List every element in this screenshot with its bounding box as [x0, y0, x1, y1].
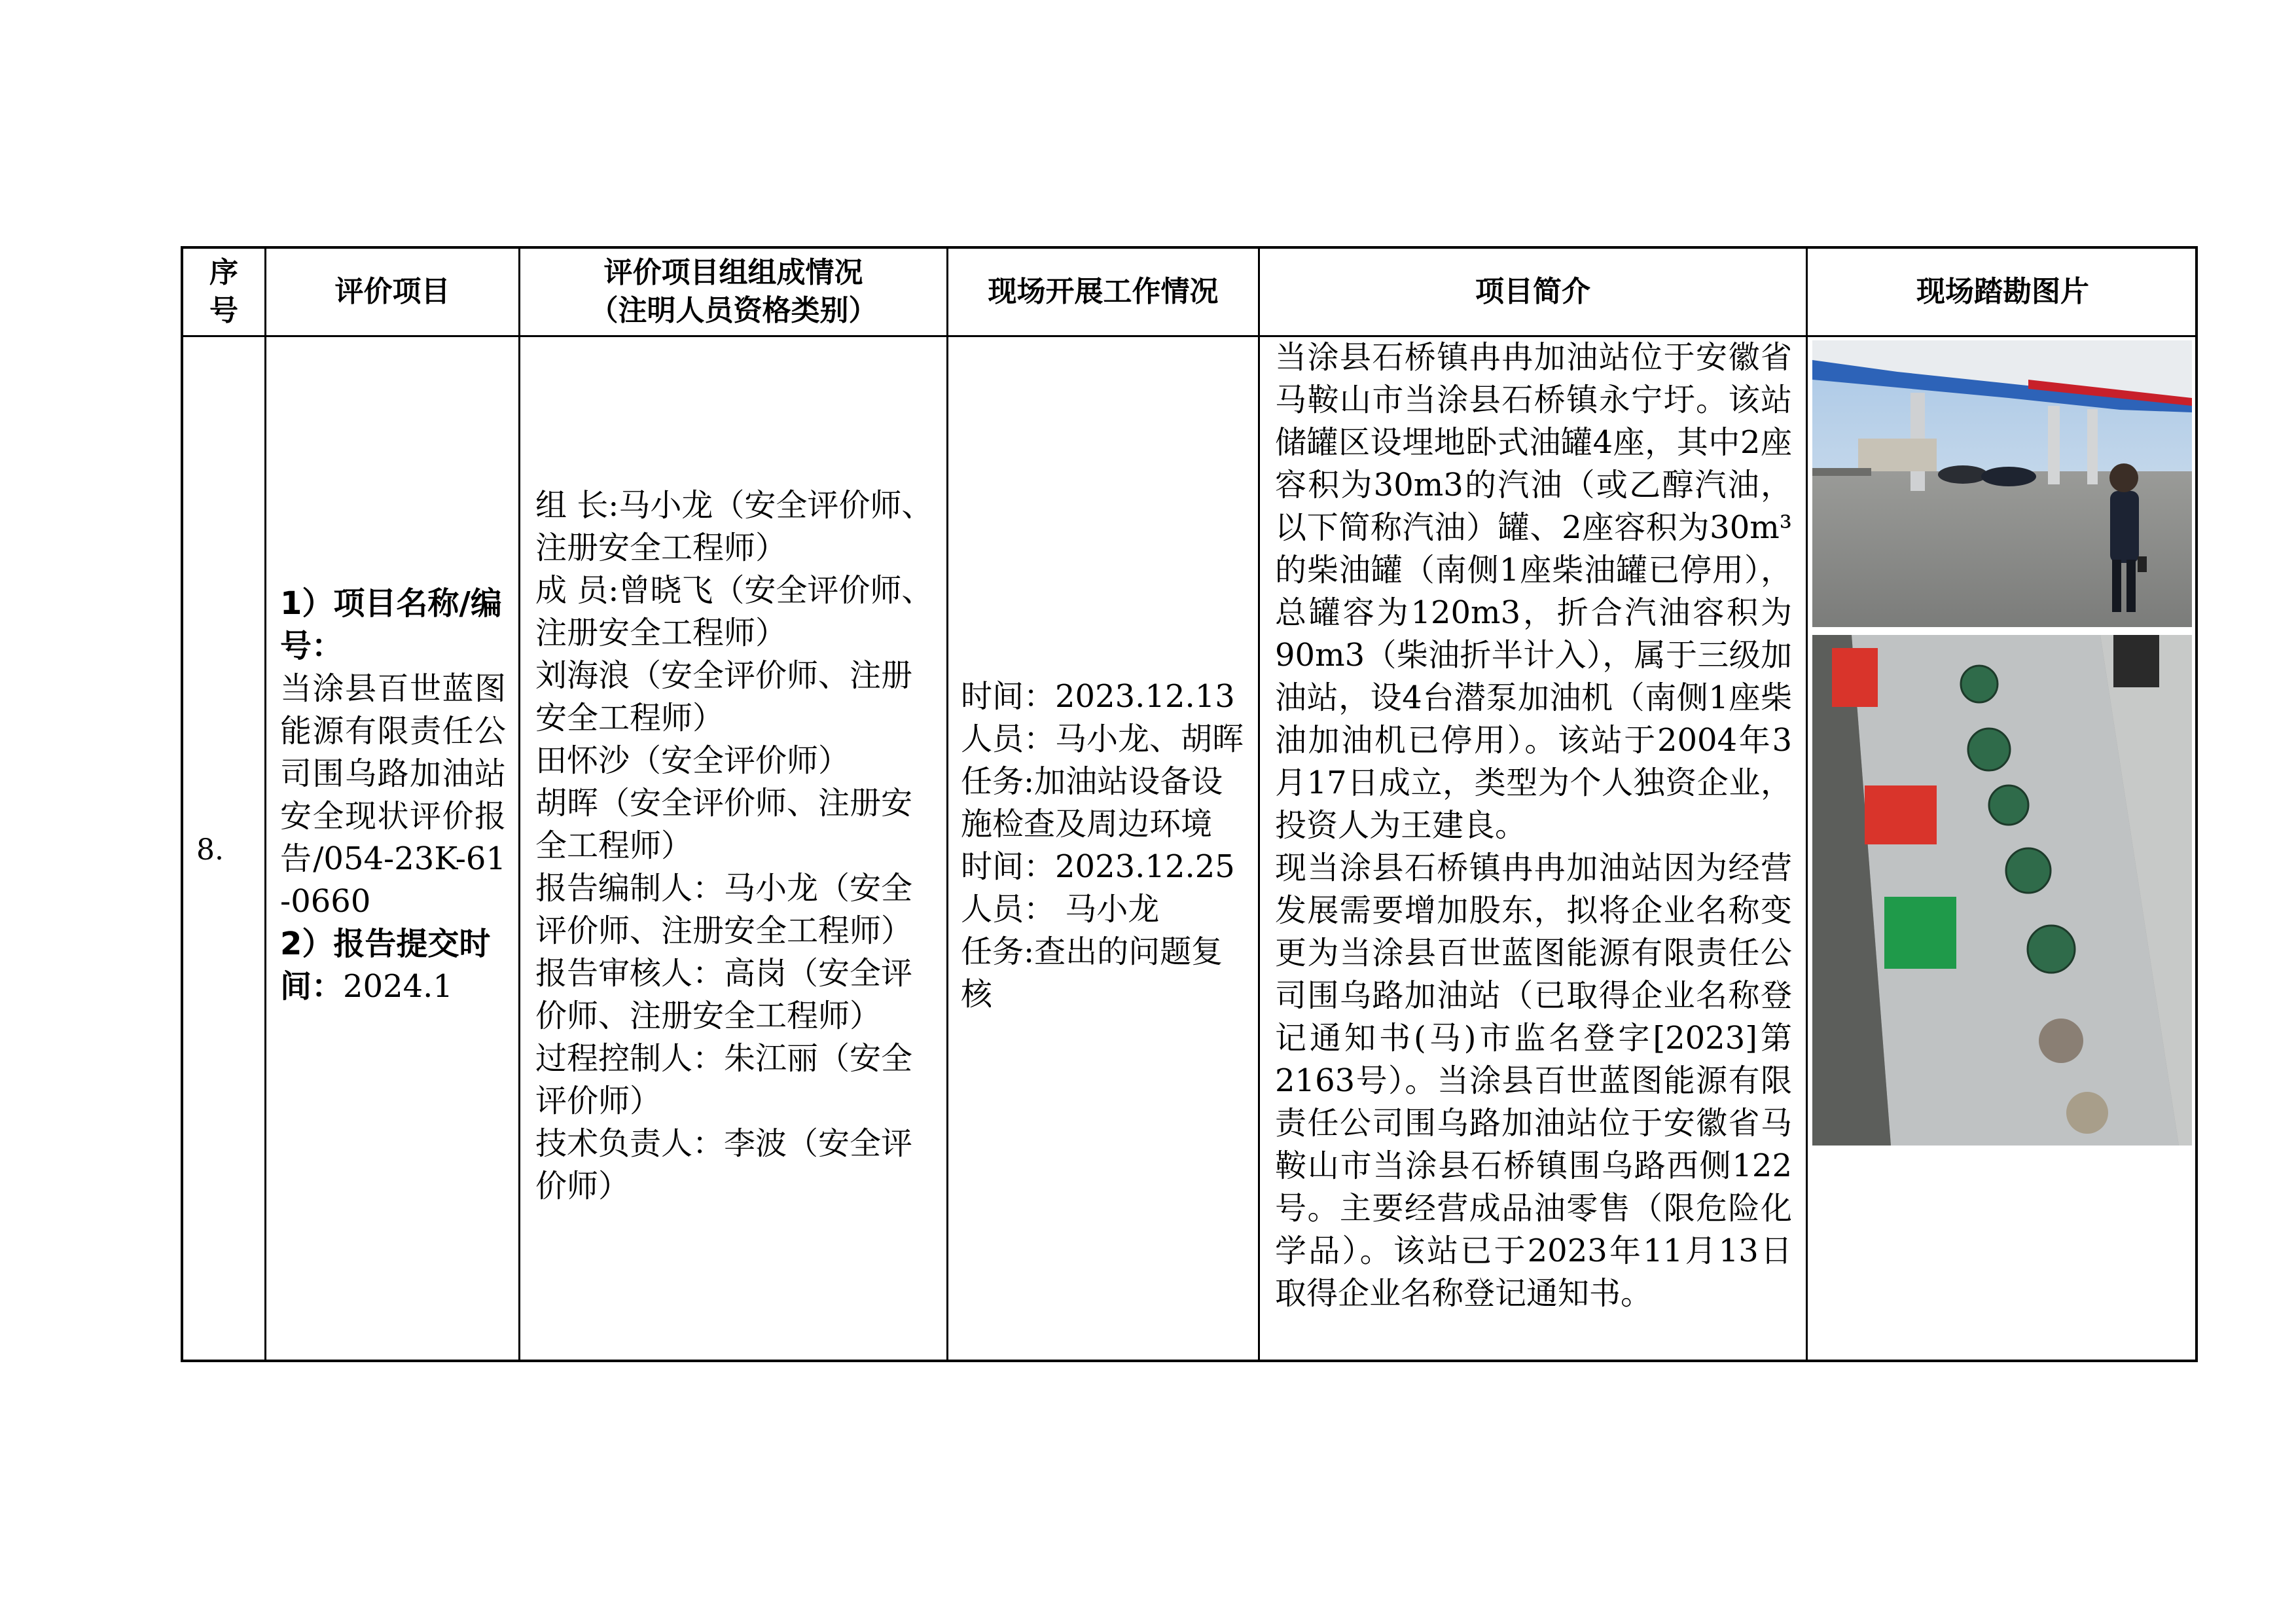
- column-divider: [1806, 249, 1808, 1360]
- intro-paragraph: 现当涂县石桥镇冉冉加油站因为经营发展需要增加股东，拟将企业名称变更为当涂县百世蓝图能源有限责任公司围乌路加油站（已取得企业名称登记通知书(马)市监名登字[2023]第2163号）。当涂县百世蓝图能源有限责任公司围乌路加油站位于安徽省马鞍山市当涂县石桥镇围乌路西侧122号。主要经营成品油零售（限危险化学品）。该站已于2023年11月13日取得企业名称登记通知书。: [1275, 850, 1792, 1312]
- project-name-label: 1）项目名称/编号：: [280, 585, 502, 664]
- column-divider: [518, 249, 520, 1360]
- fieldwork-cell: [961, 676, 1252, 1134]
- header-fieldwork-label: 现场开展工作情况: [988, 275, 1219, 308]
- header-divider: [183, 335, 2195, 337]
- column-divider: [1258, 249, 1260, 1360]
- tank-valves-image: [1812, 635, 2192, 1146]
- row-seq: [183, 337, 264, 1362]
- intro-paragraph: 当涂县石桥镇冉冉加油站位于安徽省马鞍山市当涂县石桥镇永宁圩。该站储罐区设埋地卧式油罐4座，其中2座容积为30m3的汽油（或乙醇汽油，以下简称汽油）罐、2座容积为30m³的柴油罐（南侧1座柴油罐已停用），总罐容为120m3，折合汽油容积为90m3（柴油折半计入），属于三级加油站，设4台潜泵加油机（南侧1座柴油加油机已停用）。该站于2004年3月17日成立，类型为个人独资企业，投资人为王建良。: [1275, 339, 1792, 844]
- team-line: 刘海浪（安全评价师、注册安全工程师）: [535, 657, 913, 736]
- team-line: 报告编制人：马小龙（安全评价师、注册安全工程师）: [535, 870, 913, 949]
- header-project: [266, 249, 518, 335]
- fieldwork-line: 任务:加油站设备设施检查及周边环境: [961, 763, 1223, 842]
- station-forecourt-photo: [1812, 340, 2192, 627]
- project-name: 当涂县百世蓝图能源有限责任公司围乌路加油站安全现状评价报告/054-23K-61-0660: [280, 670, 506, 920]
- fieldwork-line: 人员： 马小龙: [961, 891, 1160, 928]
- fieldwork-line: 时间：2023.12.13: [961, 678, 1235, 715]
- header-team-note: （注明人员资格类别）: [589, 294, 878, 327]
- header-team-label: 评价项目组组成情况: [603, 256, 863, 289]
- row-seq-value: 8.: [196, 833, 224, 867]
- team-cell: [535, 484, 936, 1335]
- project-cell: [280, 583, 506, 1303]
- report-date-label: 2）报告提交时间：: [280, 926, 491, 1005]
- fieldwork-line: 时间：2023.12.25: [961, 848, 1235, 885]
- column-divider: [264, 249, 266, 1360]
- header-fieldwork: [948, 249, 1258, 335]
- team-line: 技术负责人：李波（安全评价师）: [535, 1125, 913, 1204]
- team-line: 报告审核人：高岗（安全评价师、注册安全工程师）: [535, 955, 913, 1034]
- header-photos-label: 现场踏勘图片: [1916, 275, 2089, 308]
- header-team: [520, 249, 946, 335]
- fieldwork-line: 任务:查出的问题复核: [961, 933, 1223, 1013]
- header-intro-label: 项目简介: [1475, 275, 1590, 308]
- header-photos: [1808, 249, 2198, 335]
- team-line: 胡晖（安全评价师、注册安全工程师）: [535, 785, 913, 864]
- header-project-label: 评价项目: [334, 275, 450, 308]
- tank-valves-photo: [1812, 635, 2192, 1146]
- report-date: 2024.1: [343, 968, 453, 1005]
- team-line: 田怀沙（安全评价师）: [535, 742, 850, 779]
- team-line: 组 长:马小龙（安全评价师、注册安全工程师）: [535, 487, 933, 566]
- team-line: 成 员:曾晓飞（安全评价师、注册安全工程师）: [535, 572, 933, 651]
- header-seq-label: 序号: [209, 256, 238, 327]
- station-forecourt-image: [1812, 340, 2192, 627]
- team-line: 过程控制人：朱江丽（安全评价师）: [535, 1040, 913, 1119]
- header-intro: [1260, 249, 1806, 335]
- evaluation-table: [181, 246, 2198, 1362]
- header-seq: [183, 249, 264, 335]
- intro-cell: [1275, 336, 1792, 1358]
- fieldwork-line: 人员：马小龙、胡晖: [961, 721, 1244, 757]
- column-divider: [946, 249, 948, 1360]
